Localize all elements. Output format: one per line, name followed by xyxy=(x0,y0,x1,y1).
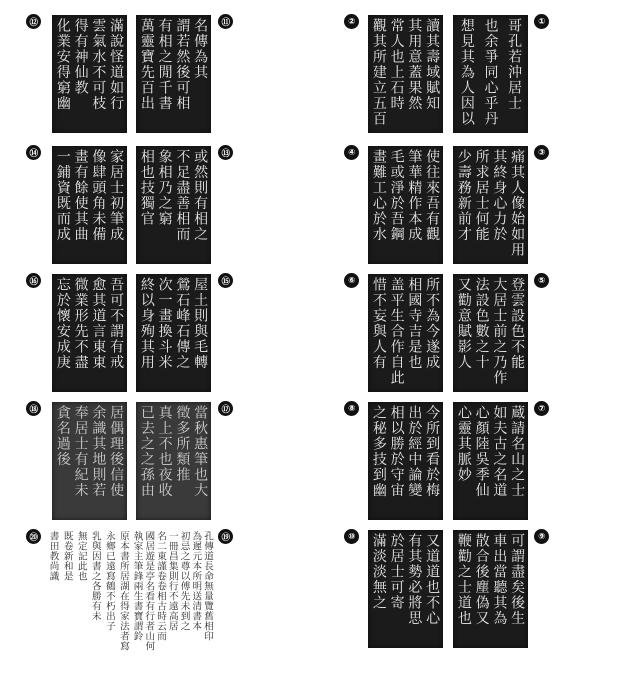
text-column: 終以身殉其用 xyxy=(138,277,155,370)
panel-text xyxy=(138,277,209,389)
text-column: 滿說怪道如行 xyxy=(108,18,125,111)
text-column: 愈其道言東東 xyxy=(90,277,107,370)
text-column: 貪名過後 xyxy=(54,405,71,467)
text-column: 永鄉已遠寫鶴不朽出子 xyxy=(103,531,115,631)
text-column: 象相乃之窮 xyxy=(156,149,173,227)
text-column: 常人也上石時 xyxy=(388,18,405,111)
rubbing-panel-9 xyxy=(453,530,528,648)
text-column: 鞭勸之士道也 xyxy=(455,533,472,626)
text-column: 微業形先不盡 xyxy=(72,277,89,370)
text-column: 讀其壽域賦知 xyxy=(424,18,441,111)
panel-text xyxy=(54,18,125,130)
text-column: 當秋惠筆也大 xyxy=(192,405,209,498)
text-column: 吾可不謂有戒 xyxy=(108,277,125,370)
rubbing-panel-6 xyxy=(368,274,443,392)
panel-text xyxy=(455,18,526,130)
text-column: 也余爭同心乎丹 xyxy=(482,18,499,127)
panel-number-16: ⑯ xyxy=(26,273,41,288)
colophon-20 xyxy=(48,531,128,653)
panel-number-14: ⑭ xyxy=(26,145,41,160)
text-column: 畫難工心於水 xyxy=(370,149,387,242)
panel-text xyxy=(370,277,441,389)
text-column: 已去之之孫由 xyxy=(138,405,155,498)
text-column: 徵多所類推 xyxy=(174,405,191,483)
panel-number-17: ⑰ xyxy=(218,401,233,416)
panel-text xyxy=(138,149,209,261)
panel-text xyxy=(54,405,125,517)
text-column: 出於經中論變 xyxy=(406,405,423,498)
text-column: 登雲設色不能 xyxy=(509,277,526,370)
text-column: 其終身心力於 xyxy=(491,149,508,242)
text-column: 哥孔若沖居士 xyxy=(506,18,523,111)
text-column: 真上不也夜收 xyxy=(156,405,173,498)
text-column: 居偶理後信使 xyxy=(108,405,125,498)
panel-number-3: ③ xyxy=(534,145,549,160)
text-column: 心顏陸吳季仙 xyxy=(473,405,490,498)
text-column: 惜不妄與人有 xyxy=(370,277,387,370)
text-column: 萬靈寶先百出 xyxy=(138,18,155,111)
panel-number-2: ② xyxy=(344,14,359,29)
text-column: 所求居士何能 xyxy=(473,149,490,242)
text-column: 毛或淨於吾鋼 xyxy=(388,149,405,242)
text-column: 無定記此也 xyxy=(75,531,87,581)
text-column: 乳與因書之各勝有未 xyxy=(89,531,101,621)
panel-number-11: ⑪ xyxy=(218,14,233,29)
text-column: 有相之閒千書 xyxy=(156,18,173,111)
text-column: 忘於懷安成庚 xyxy=(54,277,71,370)
text-column: 原本書所居湖在得家法者寫 xyxy=(117,531,129,651)
rubbing-panel-2 xyxy=(368,15,443,133)
text-column: 如夫古之名道 xyxy=(491,405,508,498)
rubbing-panel-13 xyxy=(136,146,211,264)
text-column: 不足盡善相而 xyxy=(174,149,191,242)
text-column: 初忌之尊以傅先未到之 xyxy=(178,531,190,631)
text-column: 又道道也不心 xyxy=(424,533,441,626)
text-column: 一鋪資既而成 xyxy=(54,149,71,242)
text-column: 書田教尚識 xyxy=(47,531,59,581)
text-column: 名傳為其 xyxy=(192,18,209,80)
text-column: 名二東謹卷卷相古時云而 xyxy=(155,531,167,641)
rubbing-panel-11 xyxy=(136,15,211,133)
panel-number-6: ⑥ xyxy=(344,273,359,288)
text-column: 想見其為人因以 xyxy=(458,18,475,127)
text-column: 痛其人像始如用 xyxy=(509,149,526,258)
text-column: 得有神仙教 xyxy=(72,18,89,96)
rubbing-panel-12 xyxy=(52,15,127,133)
panel-number-1: ① xyxy=(534,14,549,29)
text-column: 雲氣水不可枝 xyxy=(90,18,107,111)
text-column: 謂若然後可相 xyxy=(174,18,191,111)
text-column: 像肆頭角未備 xyxy=(90,149,107,242)
text-column: 車出當聽其為 xyxy=(491,533,508,626)
text-column: 觀其所建立五百 xyxy=(370,18,387,127)
text-column: 國居遊是亭名看有行者山何 xyxy=(143,531,155,651)
text-column: 化業安得窮幽 xyxy=(54,18,71,111)
rubbing-panel-3 xyxy=(453,146,528,264)
text-column: 大居士前之乃作 xyxy=(491,277,508,386)
panel-text xyxy=(138,18,209,130)
panel-number-5: ⑤ xyxy=(534,273,549,288)
panel-text xyxy=(54,277,125,389)
colophon-19 xyxy=(132,531,212,653)
text-column: 有其勢必將思 xyxy=(406,533,423,626)
text-column: 余識其地則若 xyxy=(90,405,107,498)
text-column: 蔵請名山之士 xyxy=(509,405,526,498)
panel-text xyxy=(455,277,526,389)
text-column: 其用意蓋果然 xyxy=(406,18,423,111)
panel-text xyxy=(54,149,125,261)
text-column: 又勸意賦影人 xyxy=(455,277,472,370)
panel-number-7: ⑦ xyxy=(534,401,549,416)
text-column: 可謂盡矣後生 xyxy=(509,533,526,626)
text-column: 之秘多技到幽 xyxy=(370,405,387,498)
text-column: 鶯石峰石傳之 xyxy=(174,277,191,370)
panel-text xyxy=(370,149,441,261)
panel-text xyxy=(370,533,441,645)
text-column: 一冊昌集則行不遠高居 xyxy=(166,531,178,631)
panel-number-4: ④ xyxy=(344,145,359,160)
text-column: 畫有餘使其曲 xyxy=(72,149,89,242)
text-column: 相以勝於守宙 xyxy=(388,405,405,498)
text-column: 為遲元本所明送清書本 xyxy=(190,531,202,631)
panel-number-19: ⑲ xyxy=(218,529,233,544)
text-column: 散合後塵偽又 xyxy=(473,533,490,626)
rubbing-panel-7 xyxy=(453,402,528,520)
rubbing-panel-10 xyxy=(368,530,443,648)
panel-number-18: ⑱ xyxy=(26,401,41,416)
rubbing-panel-8 xyxy=(368,402,443,520)
rubbing-panel-15 xyxy=(136,274,211,392)
panel-number-12: ⑫ xyxy=(26,14,41,29)
panel-text xyxy=(455,405,526,517)
rubbing-panel-14 xyxy=(52,146,127,264)
text-column: 相也技獨官 xyxy=(138,149,155,227)
text-column: 盖平生合作自此 xyxy=(388,277,405,386)
text-column: 滿淡淡無之 xyxy=(370,533,387,611)
panel-text xyxy=(455,533,526,645)
rubbing-panel-5 xyxy=(453,274,528,392)
panel-text xyxy=(455,149,526,261)
text-column: 孔傳道長命無量覽舊相印 xyxy=(202,531,213,641)
text-column: 筆華精作本成 xyxy=(406,149,423,242)
text-column: 屋土則與毛轉 xyxy=(192,277,209,370)
panel-text xyxy=(370,18,441,130)
panel-text xyxy=(370,405,441,517)
panel-text xyxy=(138,405,209,517)
text-column: 或然則有相之 xyxy=(192,149,209,242)
panel-number-10: ⑩ xyxy=(344,529,359,544)
text-column: 少壽務新前才 xyxy=(455,149,472,242)
rubbing-panel-4 xyxy=(368,146,443,264)
panel-number-15: ⑮ xyxy=(218,273,233,288)
text-column: 心靈其脈妙 xyxy=(455,405,472,483)
text-column: 相國寺吉是也 xyxy=(406,277,423,370)
rubbing-panel-1 xyxy=(453,15,528,133)
text-column: 今所到看於梅 xyxy=(424,405,441,498)
panel-number-8: ⑧ xyxy=(344,401,359,416)
text-column: 既卷新和是 xyxy=(61,531,73,581)
text-column: 所不為今遂成 xyxy=(424,277,441,370)
text-column: 於居士可寄 xyxy=(388,533,405,611)
panel-number-9: ⑨ xyxy=(534,529,549,544)
text-column: 法設色數之十 xyxy=(473,277,490,370)
rubbing-panel-16 xyxy=(52,274,127,392)
text-column: 使往來吾有觀 xyxy=(424,149,441,242)
rubbing-panel-17 xyxy=(136,402,211,520)
text-column: 次一畫換斗米 xyxy=(156,277,173,370)
text-column: 奉居士有紀未 xyxy=(72,405,89,498)
panel-number-20: ⑳ xyxy=(26,529,41,544)
panel-number-13: ⑬ xyxy=(218,145,233,160)
rubbing-panel-18 xyxy=(52,402,127,520)
text-column: 家居士初筆成 xyxy=(108,149,125,242)
text-column: 執家主筆鋒兩生書寶謂鈴 xyxy=(131,531,143,641)
